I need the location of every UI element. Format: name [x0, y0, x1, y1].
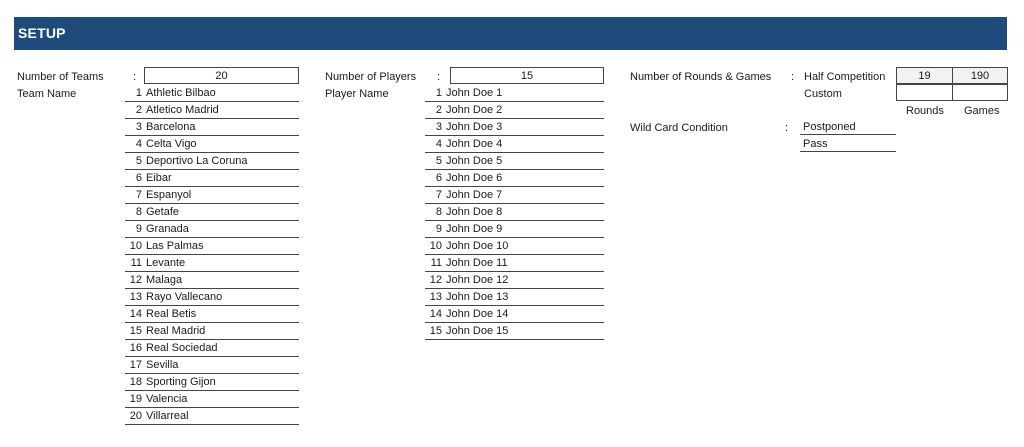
- player-row-name[interactable]: John Doe 14: [446, 308, 509, 320]
- player-row-name[interactable]: John Doe 7: [446, 189, 503, 201]
- player-row-number: 14: [429, 308, 442, 320]
- team-row[interactable]: [125, 306, 299, 323]
- team-row-number: 20: [129, 410, 142, 422]
- player-row[interactable]: [425, 170, 604, 187]
- players-count-label: Number of Players: [325, 71, 417, 83]
- team-row[interactable]: [125, 408, 299, 425]
- team-row[interactable]: [125, 136, 299, 153]
- team-row[interactable]: [125, 272, 299, 289]
- team-row[interactable]: [125, 119, 299, 136]
- team-row[interactable]: [125, 187, 299, 204]
- team-row-number: 5: [135, 155, 142, 167]
- rounds-games-label: Number of Rounds & Games: [630, 71, 772, 83]
- team-row-name[interactable]: Getafe: [146, 206, 180, 218]
- team-row-name[interactable]: Barcelona: [146, 121, 196, 133]
- team-row[interactable]: [125, 170, 299, 187]
- teams-count-input[interactable]: 20: [144, 67, 299, 84]
- wildcard-label: Wild Card Condition: [630, 122, 728, 134]
- player-row[interactable]: [425, 238, 604, 255]
- header-banner: [14, 17, 1007, 50]
- half-competition-option[interactable]: Half Competition: [804, 71, 886, 83]
- team-row-name[interactable]: Eibar: [146, 172, 172, 184]
- rounds-colon: :: [791, 71, 795, 83]
- team-row-name[interactable]: Levante: [146, 257, 186, 269]
- player-row-name[interactable]: John Doe 15: [446, 325, 509, 337]
- player-row-number: 9: [435, 223, 442, 235]
- player-name-label: Player Name: [325, 88, 389, 100]
- team-row[interactable]: [125, 340, 299, 357]
- team-row-number: 3: [135, 121, 142, 133]
- half-rounds-cell: 19: [896, 67, 953, 84]
- players-count-input[interactable]: 15: [450, 67, 604, 84]
- teams-colon: :: [133, 71, 137, 83]
- rounds-header: Rounds: [906, 105, 944, 117]
- team-row-number: 7: [135, 189, 142, 201]
- player-row-number: 6: [435, 172, 442, 184]
- team-row[interactable]: [125, 357, 299, 374]
- player-row-number: 3: [435, 121, 442, 133]
- games-header: Games: [964, 105, 1000, 117]
- player-row-number: 13: [429, 291, 442, 303]
- team-row-name[interactable]: Athletic Bilbao: [146, 87, 216, 99]
- players-colon: :: [437, 71, 441, 83]
- team-name-label: Team Name: [17, 88, 77, 100]
- team-row-name[interactable]: Sporting Gijon: [146, 376, 216, 388]
- team-row[interactable]: [125, 153, 299, 170]
- teams-count-label: Number of Teams: [17, 71, 104, 83]
- team-row-number: 1: [135, 87, 142, 99]
- team-row-name[interactable]: Real Betis: [146, 308, 197, 320]
- player-row-number: 10: [429, 240, 442, 252]
- team-row-number: 16: [129, 342, 142, 354]
- team-row-name[interactable]: Espanyol: [146, 189, 192, 201]
- team-row-name[interactable]: Malaga: [146, 274, 183, 286]
- team-row[interactable]: [125, 221, 299, 238]
- player-row-number: 4: [435, 138, 442, 150]
- player-row-name[interactable]: John Doe 8: [446, 206, 503, 218]
- player-row-number: 12: [429, 274, 442, 286]
- player-row[interactable]: [425, 153, 604, 170]
- team-row-number: 14: [129, 308, 142, 320]
- page-title: SETUP: [18, 25, 66, 41]
- team-row-number: 8: [135, 206, 142, 218]
- player-row[interactable]: [425, 119, 604, 136]
- player-row[interactable]: [425, 272, 604, 289]
- custom-option[interactable]: Custom: [804, 88, 842, 100]
- player-row-name[interactable]: John Doe 6: [446, 172, 503, 184]
- custom-rounds-input[interactable]: [896, 84, 953, 101]
- wildcard-option-pass[interactable]: Pass: [800, 136, 896, 152]
- team-row-number: 13: [129, 291, 142, 303]
- team-row-name[interactable]: Granada: [146, 223, 189, 235]
- team-row-name[interactable]: Valencia: [146, 393, 188, 405]
- team-row-number: 11: [130, 257, 142, 269]
- team-row-number: 19: [129, 393, 142, 405]
- player-row-number: 15: [429, 325, 442, 337]
- team-row-number: 4: [135, 138, 142, 150]
- player-list: [425, 85, 604, 340]
- team-row-number: 12: [129, 274, 142, 286]
- player-row-name[interactable]: John Doe 3: [446, 121, 503, 133]
- custom-games-input[interactable]: [952, 84, 1008, 101]
- team-row-name[interactable]: Villarreal: [146, 410, 189, 422]
- half-games-cell: 190: [952, 67, 1008, 84]
- team-row-number: 10: [129, 240, 142, 252]
- player-row[interactable]: [425, 204, 604, 221]
- player-row-number: 2: [435, 104, 442, 116]
- team-row-number: 18: [129, 376, 142, 388]
- wildcard-colon: :: [785, 122, 789, 134]
- team-row[interactable]: [125, 289, 299, 306]
- team-list: [125, 85, 299, 425]
- team-row[interactable]: [125, 374, 299, 391]
- team-row[interactable]: [125, 204, 299, 221]
- team-row[interactable]: [125, 102, 299, 119]
- team-row-name[interactable]: Real Sociedad: [146, 342, 218, 354]
- team-row-number: 17: [129, 359, 142, 371]
- player-row-name[interactable]: John Doe 11: [446, 257, 508, 269]
- team-row[interactable]: [125, 323, 299, 340]
- team-row-name[interactable]: Sevilla: [146, 359, 179, 371]
- player-row-name[interactable]: John Doe 2: [446, 104, 503, 116]
- team-row[interactable]: [125, 391, 299, 408]
- team-row-name[interactable]: Deportivo La Coruna: [146, 155, 248, 167]
- player-row-name[interactable]: John Doe 4: [446, 138, 503, 150]
- player-row-number: 8: [435, 206, 442, 218]
- player-row-number: 1: [435, 87, 442, 99]
- player-row[interactable]: [425, 306, 604, 323]
- wildcard-option-postponed[interactable]: Postponed: [800, 119, 896, 135]
- team-row-number: 2: [135, 104, 142, 116]
- team-row[interactable]: [125, 238, 299, 255]
- player-row[interactable]: [425, 255, 604, 272]
- team-row-name[interactable]: Real Madrid: [146, 325, 206, 337]
- team-row[interactable]: [125, 85, 299, 102]
- player-row-name[interactable]: John Doe 12: [446, 274, 509, 286]
- team-row-number: 6: [135, 172, 142, 184]
- player-row[interactable]: [425, 323, 604, 340]
- player-row-number: 7: [435, 189, 442, 201]
- player-row-name[interactable]: John Doe 5: [446, 155, 503, 167]
- player-row-name[interactable]: John Doe 9: [446, 223, 503, 235]
- player-row[interactable]: [425, 221, 604, 238]
- team-row-number: 9: [135, 223, 142, 235]
- player-row[interactable]: [425, 102, 604, 119]
- player-row-name[interactable]: John Doe 13: [446, 291, 509, 303]
- player-row[interactable]: [425, 85, 604, 102]
- player-row-name[interactable]: John Doe 10: [446, 240, 509, 252]
- player-row-number: 11: [430, 257, 442, 269]
- player-row-name[interactable]: John Doe 1: [446, 87, 503, 99]
- player-row[interactable]: [425, 289, 604, 306]
- team-row[interactable]: [125, 255, 299, 272]
- team-row-name[interactable]: Las Palmas: [146, 240, 204, 252]
- team-row-number: 15: [129, 325, 142, 337]
- player-row-number: 5: [435, 155, 442, 167]
- team-row-name[interactable]: Celta Vigo: [146, 138, 197, 150]
- player-row[interactable]: [425, 136, 604, 153]
- player-row[interactable]: [425, 187, 604, 204]
- team-row-name[interactable]: Atletico Madrid: [146, 104, 219, 116]
- team-row-name[interactable]: Rayo Vallecano: [146, 291, 223, 303]
